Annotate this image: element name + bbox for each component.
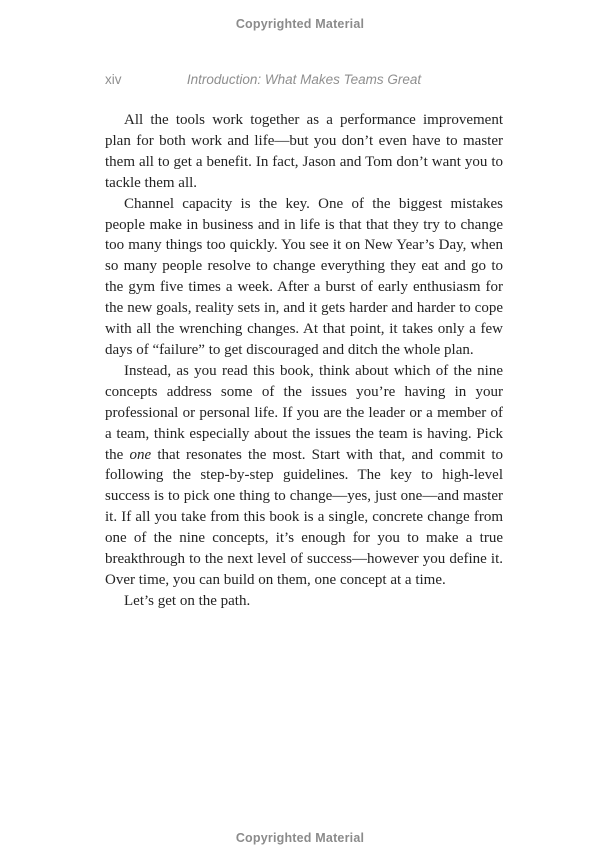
paragraph-1-text: All the tools work together as a performance improvement plan for both work and life—but you don’t even have to master them all to get a benefit. In fact, Jason and Tom don’t want you to tackle them all. (105, 112, 503, 191)
paragraph-4 (105, 591, 503, 612)
paragraph-3-text-after: that resonates the most. Start with that, and commit to following the step-by-step guidelines. The key to high-level success is to pick one thing to change—yes, just one—and master it. If all you take from this book is a single, concrete change from one of the nine concepts, it’s enough for you to make a true breakthrough to the next level of success—however you define it. Over time, you can build on them, one concept at a time. (105, 446, 503, 588)
paragraph-2 (105, 194, 503, 361)
paragraph-4-text: Let’s get on the path. (124, 592, 251, 609)
running-header (105, 72, 503, 87)
paragraph-1 (105, 110, 503, 194)
paragraph-3-text-before: Instead, as you read this book, think about which of the nine concepts address some of the issues you’re having in your professional or personal life. If you are the leader or a member of a team, think especially about the issues the team is having. Pick the (105, 362, 503, 463)
copyright-notice-top: Copyrighted Material (235, 17, 365, 31)
copyright-notice-bottom: Copyrighted Material (235, 831, 365, 845)
chapter-title: Introduction: What Makes Teams Great (186, 72, 422, 87)
paragraph-3-italic-word: one (129, 446, 152, 463)
paragraph-3 (105, 361, 503, 591)
page-number: xiv (105, 72, 122, 87)
body-text (105, 110, 503, 612)
paragraph-2-text: Channel capacity is the key. One of the biggest mistakes people make in business and in life is that that they try to change too many things too quickly. You see it on New Year’s Day, when so many people resolve to change everything they eat and go to the gym five times a week. After a burst of early enthusiasm for the new goals, reality sets in, and it gets harder and harder to cope with all the wrenching changes. At that point, it takes only a few days of “failure” to get discouraged and ditch the whole plan. (105, 195, 503, 358)
